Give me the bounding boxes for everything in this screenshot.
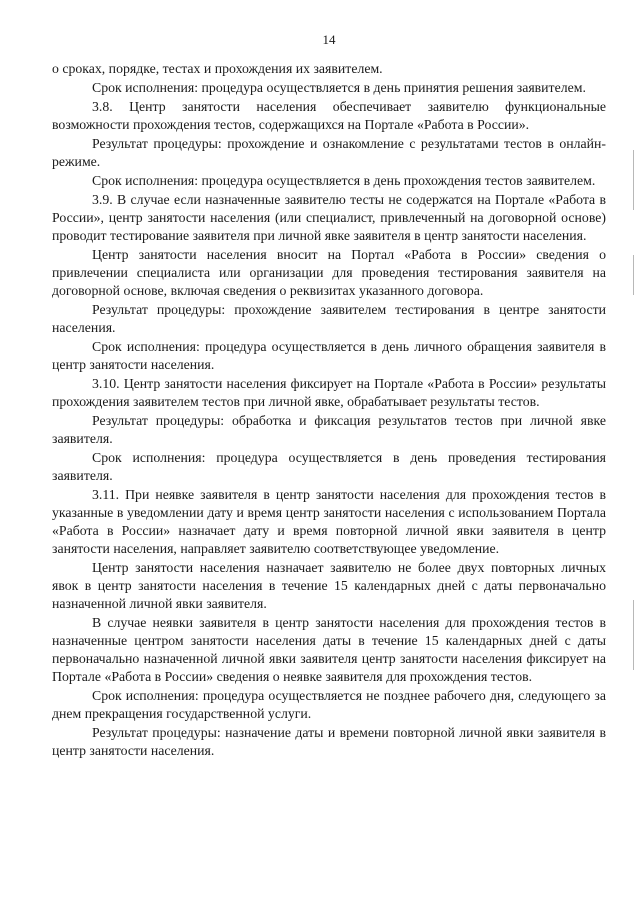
document-body	[52, 60, 606, 760]
scan-edge-line	[633, 150, 634, 210]
paragraph: Срок исполнения: процедура осуществляется в день прохождения тестов заявителем.	[92, 173, 596, 188]
scan-edge-line	[633, 255, 634, 295]
paragraph: 3.8. Центр занятости населения обеспечивает заявителю функциональные возможности прохождения тестов, содержащихся на Портале «Работа в России».	[52, 99, 606, 132]
paragraph: Результат процедуры: назначение даты и времени повторной личной явки заявителя в центр занятости населения.	[52, 725, 606, 758]
page-number: 14	[322, 32, 336, 47]
paragraph: Центр занятости населения назначает заявителю не более двух повторных личных явок в центр занятости населения в течение 15 календарных дней с даты первоначально назначенной личной явки заявителя.	[52, 560, 606, 611]
paragraph: Срок исполнения: процедура осуществляется в день проведения тестирования заявителя.	[52, 450, 606, 483]
paragraph: 3.10. Центр занятости населения фиксирует на Портале «Работа в России» результаты прохождения заявителем тестов при личной явке, обрабатывает результаты тестов.	[52, 376, 606, 409]
paragraph: Результат процедуры: прохождение и ознакомление с результатами тестов в онлайн-режиме.	[52, 136, 606, 169]
paragraph: 3.9. В случае если назначенные заявителю тесты не содержатся на Портале «Работа в России», центр занятости населения (или специалист, привлеченный на договорной основе) проводит тестирование заявителя при личной явке заявителя в центр занятости населения.	[52, 192, 606, 243]
paragraph: Срок исполнения: процедура осуществляется в день личного обращения заявителя в центр занятости населения.	[52, 339, 606, 372]
paragraph: Результат процедуры: прохождение заявителем тестирования в центре занятости населения.	[52, 302, 606, 335]
paragraph: 3.11. При неявке заявителя в центр занятости населения для прохождения тестов в указанные в уведомлении дату и время центр занятости населения с использованием Портала «Работа в России» назначает дату и время повторной личной явки заявителя в центр занятости населения, направляет заявителю соответствующее уведомление.	[52, 487, 606, 556]
paragraph: В случае неявки заявителя в центр занятости населения для прохождения тестов в назначенные центром занятости населения даты в течение 15 календарных дней с даты первоначально назначенной личной явки заявителя центр занятости населения фиксирует на Портале «Работа в России» сведения о неявке заявителя для прохождения тестов.	[52, 615, 606, 684]
scan-edge-line	[633, 600, 634, 670]
paragraph: Срок исполнения: процедура осуществляется в день принятия решения заявителем.	[92, 80, 586, 95]
paragraph: Центр занятости населения вносит на Портал «Работа в России» сведения о привлечении специалиста или организации для проведения тестирования заявителя на договорной основе, включая сведения о реквизитах указанного договора.	[52, 247, 606, 298]
paragraph: о сроках, порядке, тестах и прохождения их заявителем.	[52, 61, 383, 76]
paragraph: Срок исполнения: процедура осуществляется не позднее рабочего дня, следующего за днем прекращения государственной услуги.	[52, 688, 606, 721]
paragraph: Результат процедуры: обработка и фиксация результатов тестов при личной явке заявителя.	[52, 413, 606, 446]
